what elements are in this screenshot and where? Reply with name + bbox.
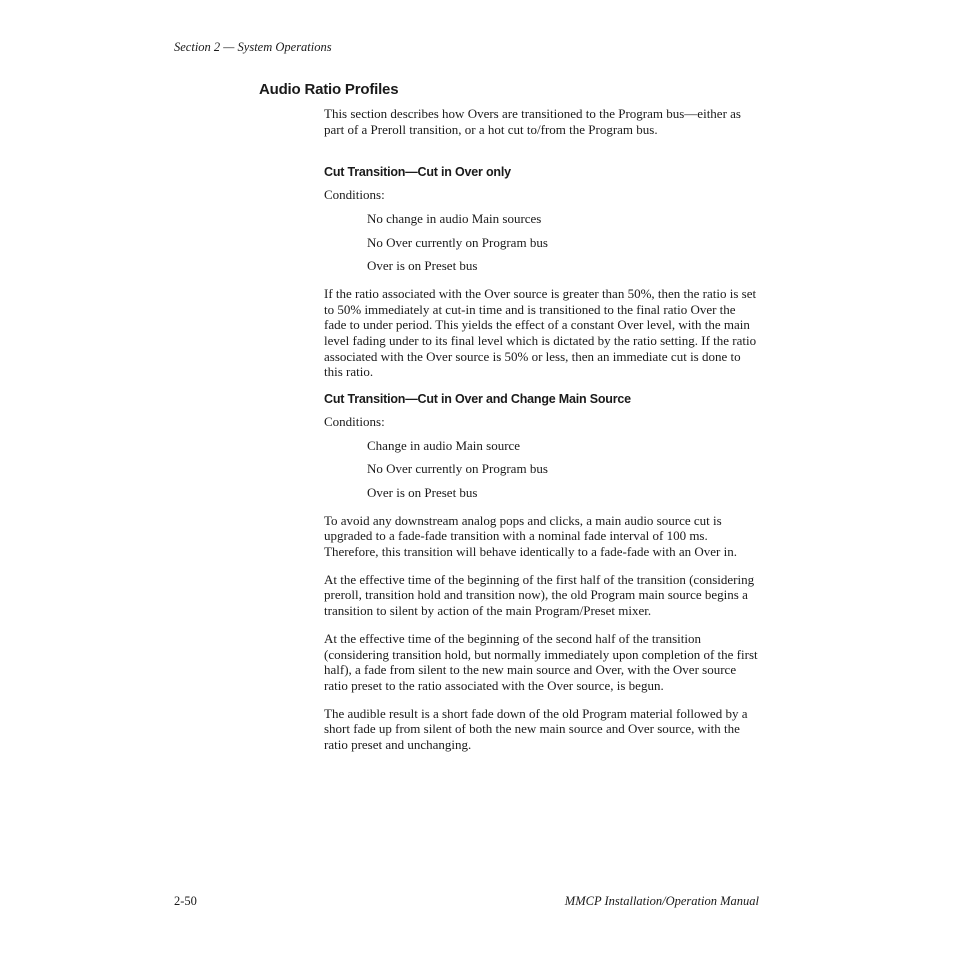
condition-item: No Over currently on Program bus: [367, 461, 548, 477]
section-title: Audio Ratio Profiles: [259, 81, 399, 98]
body-paragraph: At the effective time of the beginning of the first half of the transition (considering preroll, transition hold and transition now), the old Program main source begins a transition to silent by action of the main Program/Preset mixer.: [324, 571, 755, 619]
subsection-heading-cut-over-only: Cut Transition—Cut in Over only: [324, 165, 511, 180]
subsection-heading-cut-over-change-main: Cut Transition—Cut in Over and Change Main Source: [324, 392, 631, 407]
running-head: Section 2 — System Operations: [174, 40, 332, 54]
body-column: [324, 106, 760, 753]
conditions-label: Conditions:: [324, 413, 385, 429]
condition-item: Over is on Preset bus: [367, 484, 478, 500]
conditions-label: Conditions:: [324, 187, 385, 203]
body-paragraph: If the ratio associated with the Over source is greater than 50%, then the ratio is set to 50% immediately at cut-in time and is transitioned to the final ratio Over the fade to under period. This yields the effect of a constant Over level, with the main level fading under to its final level which is dictated by the ratio setting. If the ratio associated with the Over source is 50% or less, then an immediate cut is done to this ratio.: [324, 285, 757, 380]
condition-item: Over is on Preset bus: [367, 258, 478, 274]
condition-item: No change in audio Main sources: [367, 210, 542, 226]
body-paragraph: To avoid any downstream analog pops and clicks, a main audio source cut is upgraded to a fade-fade transition with a nominal fade interval of 100 ms. Therefore, this transition will behave identically to a fade-fade with an Over in.: [324, 512, 737, 560]
condition-item: Change in audio Main source: [367, 437, 521, 453]
page-number: 2-50: [174, 894, 197, 908]
intro-paragraph: This section describes how Overs are transitioned to the Program bus—either as part of a Preroll transition, or a hot cut to/from the Program bus.: [324, 106, 741, 137]
body-paragraph: The audible result is a short fade down of the old Program material followed by a short fade up from silent of both the new main source and Over source, with the ratio preset and unchanging.: [324, 705, 748, 753]
body-paragraph: At the effective time of the beginning of the second half of the transition (considering transition hold, but normally immediately upon completion of the first half), a fade from silent to the new main source and Over, with the Over source ratio preset to the ratio associated with the Over source, is begun.: [324, 630, 758, 693]
condition-item: No Over currently on Program bus: [367, 234, 548, 250]
manual-title: MMCP Installation/Operation Manual: [564, 894, 759, 908]
